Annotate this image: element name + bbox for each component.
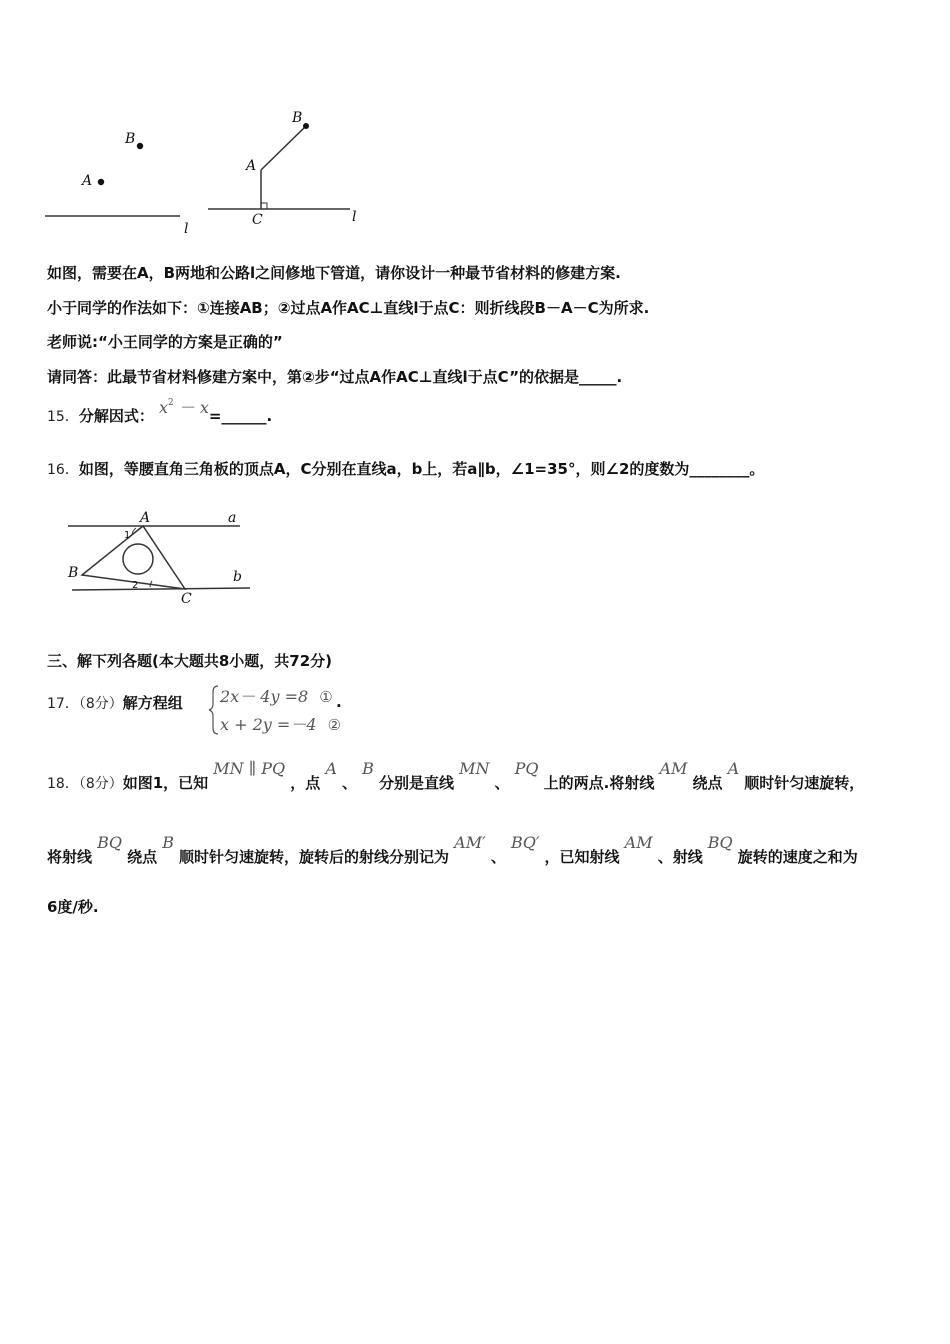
label-b-point: B bbox=[68, 565, 79, 581]
q18-m11: BQ′ bbox=[510, 833, 540, 852]
q18-number: 18． bbox=[47, 776, 79, 792]
q18-t11: 顺时针匀速旋转，旋转后的射线分别记为 bbox=[179, 848, 450, 866]
label-b-line: b bbox=[233, 569, 242, 585]
q17-number: 17． bbox=[47, 696, 79, 712]
q18-m6: AM bbox=[659, 759, 688, 778]
q18-score: （8分） bbox=[78, 776, 123, 792]
q17-eq1-row bbox=[220, 684, 333, 707]
label-a-line: a bbox=[228, 510, 237, 526]
q14-line2: 小于同学的作法如下：①连接AB；②过点A作AC⊥直线l于点C：则折线段B－A－C为所求. bbox=[47, 299, 650, 317]
q18-line1 bbox=[47, 758, 865, 792]
q17-eq2-mark: ② bbox=[327, 716, 342, 734]
q18-t5: 、 bbox=[494, 774, 510, 792]
q18-t15: 旋转的速度之和为 bbox=[737, 848, 858, 866]
q14-line1: 如图，需要在A，B两地和公路l之间修地下管道，请你设计一种最节省材料的修建方案. bbox=[47, 264, 621, 282]
q17-eq1-mark: ① bbox=[319, 688, 333, 706]
q15-text: 分解因式： bbox=[78, 407, 154, 425]
q18-t13: ，已知射线 bbox=[544, 848, 620, 866]
q15-expr-exp: 2 bbox=[167, 398, 174, 408]
q18-t3: 、 bbox=[341, 774, 357, 792]
q18-m12: AM bbox=[624, 833, 653, 852]
q18-line3: 6度/秒. bbox=[47, 898, 99, 916]
q18-t4: 分别是直线 bbox=[378, 774, 454, 792]
q18-m1: MN ∥ PQ bbox=[213, 759, 286, 778]
q18-m10: AM′ bbox=[454, 833, 486, 852]
label-angle2: 2 bbox=[132, 580, 139, 591]
label-angle1: 1 bbox=[124, 530, 131, 541]
q18-m3: B bbox=[362, 759, 374, 778]
label-c-right: C bbox=[252, 212, 263, 228]
q17-tail: . bbox=[336, 693, 342, 711]
q14-line4: 请同答：此最节省材料修建方案中，第②步“过点A作AC⊥直线l于点C”的依据是_____. bbox=[47, 368, 623, 386]
label-b-right: B bbox=[292, 110, 303, 126]
q18-t12: 、 bbox=[490, 848, 506, 866]
label-a-left: A bbox=[82, 173, 93, 189]
label-l-right: l bbox=[352, 209, 357, 225]
q18-m9: B bbox=[162, 833, 174, 852]
q15-expr-base: x bbox=[158, 398, 168, 417]
section3-title: 三、解下列各题(本大题共8小题，共72分) bbox=[47, 652, 333, 670]
q18-t14: 、射线 bbox=[657, 848, 703, 866]
label-a-point: A bbox=[140, 510, 151, 526]
q18-line2 bbox=[47, 832, 858, 866]
q15-number: 15． bbox=[47, 409, 79, 425]
q18-t8: 顺时针匀速旋转， bbox=[744, 774, 865, 792]
q18-m7: A bbox=[727, 759, 740, 778]
q14-line3: 老师说:“小王同学的方案是正确的” bbox=[47, 333, 283, 351]
q18-m2: A bbox=[325, 759, 337, 778]
q17-eq1: 2x－ 4y =8 bbox=[220, 687, 309, 706]
q18-t2: ，点 bbox=[290, 774, 321, 792]
label-c-point: C bbox=[181, 591, 192, 607]
q17-eq2-row bbox=[220, 712, 341, 735]
q18-t9: 将射线 bbox=[47, 848, 93, 866]
q17-eq2: x + 2y =－4 bbox=[220, 715, 317, 734]
label-l-left: l bbox=[184, 221, 189, 237]
q18-t1: 如图1，已知 bbox=[122, 774, 209, 792]
q15-tail: =______. bbox=[208, 407, 273, 425]
label-b-left: B bbox=[125, 131, 136, 147]
q17-text: 解方程组 bbox=[122, 694, 183, 712]
q15-expr-rest: － x bbox=[178, 398, 209, 417]
q16-number: 16． bbox=[47, 462, 79, 478]
label-a-right: A bbox=[246, 158, 257, 174]
q16-text: 如图，等腰直角三角板的顶点A，C分别在直线a，b上，若a∥b，∠1=35°，则∠2的度数为________。 bbox=[78, 460, 765, 478]
q18-t7: 绕点 bbox=[692, 774, 723, 792]
q18-t10: 绕点 bbox=[127, 848, 158, 866]
q18-t6: 上的两点.将射线 bbox=[543, 774, 655, 792]
q18-m4: MN bbox=[459, 759, 490, 778]
q18-m13: BQ bbox=[707, 833, 733, 852]
q17-score: （8分） bbox=[78, 696, 123, 712]
q18-m8: BQ bbox=[97, 833, 122, 852]
q18-m5: PQ bbox=[514, 759, 539, 778]
